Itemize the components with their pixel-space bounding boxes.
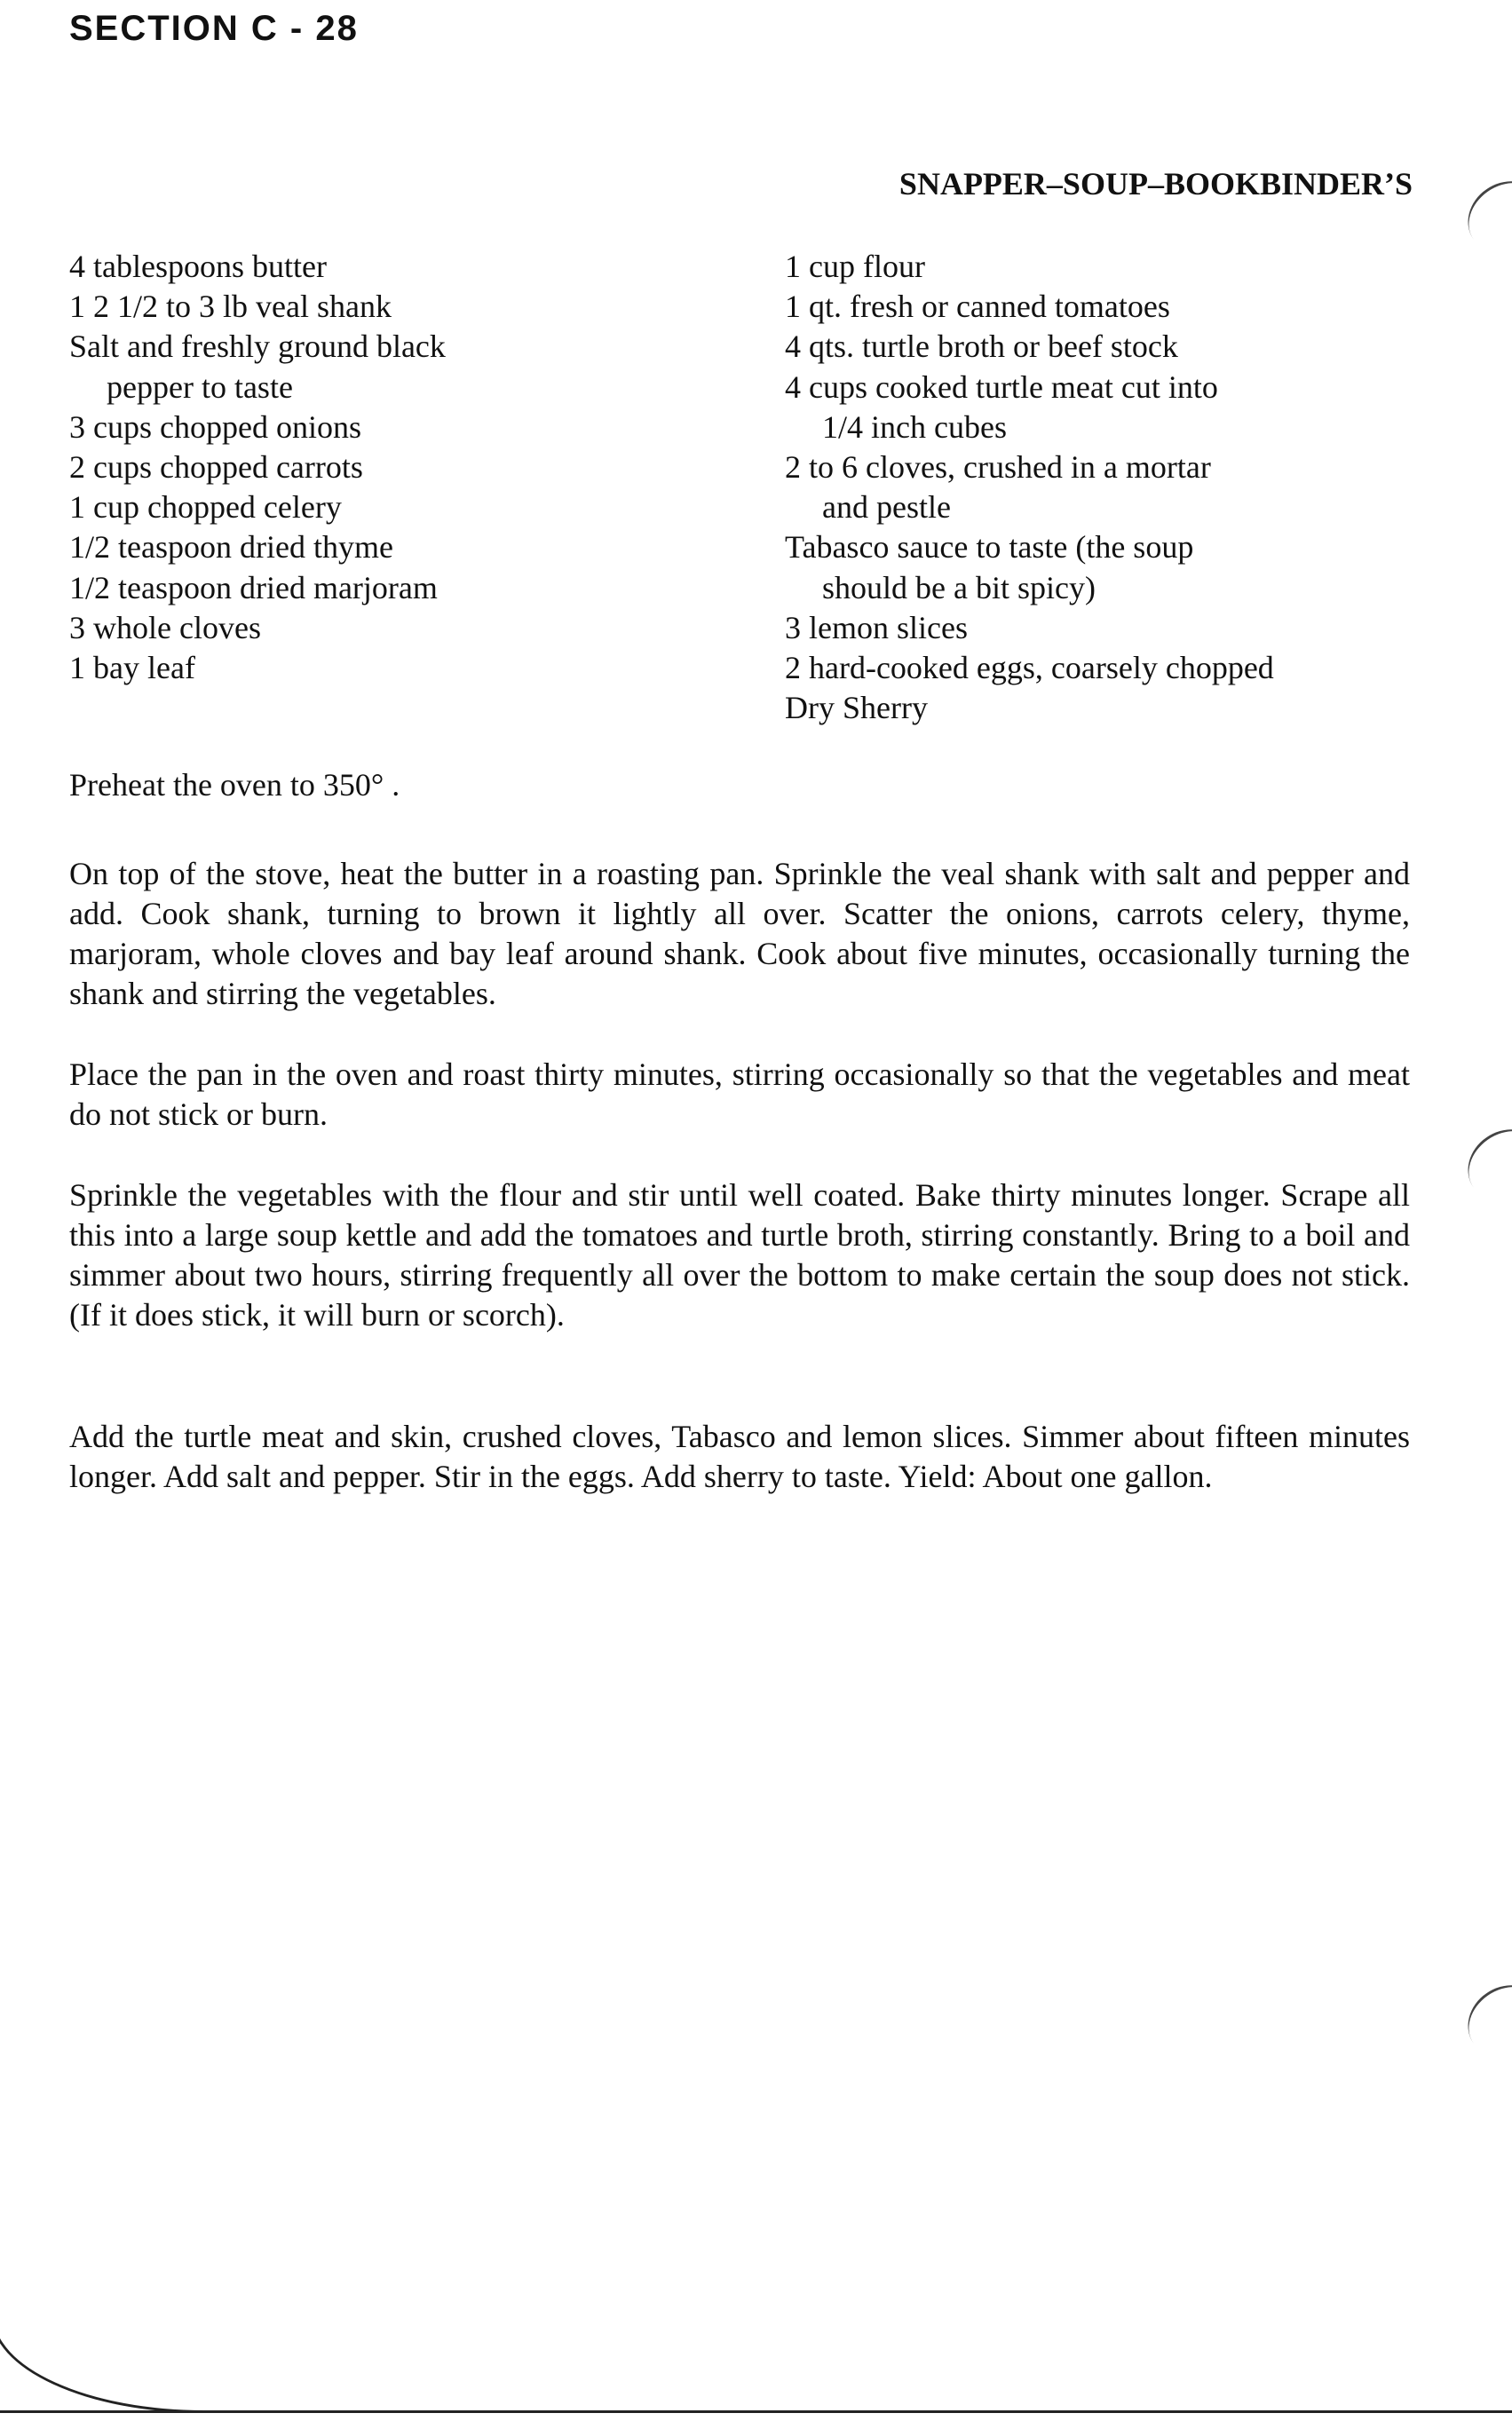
ingredient-item (785, 648, 1424, 688)
ingredient-item (785, 247, 1424, 287)
ingredient-item (69, 568, 744, 608)
ingredient-text: 4 cups cooked turtle meat cut into (785, 368, 1218, 405)
ingredient-item (785, 608, 1424, 648)
ingredient-item (69, 407, 744, 447)
ingredient-item (69, 648, 744, 688)
ingredient-continuation: 1/4 inch cubes (822, 408, 1007, 445)
ingredient-text: 1 cup chopped celery (69, 489, 342, 526)
ingredient-item (69, 447, 744, 487)
ingredients-right-column (785, 247, 1424, 728)
ingredient-text: 1 qt. fresh or canned tomatoes (785, 289, 1170, 325)
ingredient-continuation: should be a bit spicy) (822, 569, 1096, 605)
ingredient-item (69, 608, 744, 648)
ingredient-text: Salt and freshly ground black (69, 328, 446, 365)
ingredient-item (69, 327, 744, 407)
ingredient-text: 1/2 teaspoon dried thyme (69, 529, 393, 566)
ingredient-text: 3 whole cloves (69, 609, 261, 645)
ingredient-item (785, 527, 1424, 607)
ingredient-text: 4 tablespoons butter (69, 249, 327, 284)
ingredient-text: 1 bay leaf (69, 650, 195, 686)
ingredient-item (69, 527, 744, 567)
ingredient-text: 2 hard-cooked eggs, coarsely chopped (785, 650, 1274, 686)
ingredient-item (785, 368, 1424, 447)
ingredient-item (69, 487, 744, 527)
preheat-instruction: Preheat the oven to 350° . (69, 767, 400, 803)
ingredient-text: 4 qts. turtle broth or beef stock (785, 328, 1178, 365)
ingredient-text: Dry Sherry (785, 690, 928, 726)
ingredient-continuation: and pestle (822, 489, 951, 526)
ingredients-left-column (69, 247, 744, 688)
section-header: SECTION C - 28 (69, 9, 359, 48)
step-paragraph: On top of the stove, heat the butter in a roasting pan. Sprinkle the veal shank with salt and pepper and add. Cook shank, turning to brown it lightly all over. Scatter the onions, carrots celery, thyme, marjoram, whole cloves and bay leaf around shank. Cook about five minutes, occasionally turning the shank and stirring the vegetables. (69, 856, 1410, 1011)
ingredient-item (785, 287, 1424, 327)
binder-hole (1454, 167, 1512, 266)
ingredient-item (69, 287, 744, 327)
binder-hole (1454, 1115, 1512, 1214)
recipe-title: SNAPPER–SOUP–BOOKBINDER’S (898, 166, 1413, 202)
page-bottom-edge (0, 2357, 1512, 2413)
binder-hole (1454, 1971, 1512, 2070)
ingredient-text: 1/2 teaspoon dried marjoram (69, 569, 438, 605)
ingredient-text: 3 lemon slices (785, 609, 968, 645)
step-paragraph: Add the turtle meat and skin, crushed cloves, Tabasco and lemon slices. Simmer about fifteen minutes longer. Add salt and pepper. Stir in the eggs. Add sherry to taste. Yield: About one gallon. (69, 1419, 1410, 1494)
ingredient-text: 2 cups chopped carrots (69, 449, 363, 486)
step-paragraph: Sprinkle the vegetables with the flour and stir until well coated. Bake thirty minutes longer. Scrape all this into a large soup kettle and add the tomatoes and turtle broth, stirring constantly. Bring to a boil and simmer about two hours, stirring frequently all over the bottom to make certain the soup does not stick. (If it does stick, it will burn or scorch). (69, 1177, 1410, 1333)
ingredient-continuation: pepper to taste (107, 368, 293, 405)
ingredient-text: 2 to 6 cloves, crushed in a mortar (785, 449, 1211, 486)
step-paragraph: Place the pan in the oven and roast thirty minutes, stirring occasionally so that the vegetables and meat do not stick or burn. (69, 1056, 1410, 1132)
ingredient-item (785, 688, 1424, 728)
ingredient-text: 1 cup flour (785, 249, 925, 284)
ingredient-text: 1 2 1/2 to 3 lb veal shank (69, 289, 392, 325)
ingredient-item (785, 327, 1424, 367)
ingredient-item (785, 447, 1424, 527)
ingredient-item (69, 247, 744, 287)
ingredient-text: 3 cups chopped onions (69, 408, 361, 445)
ingredient-text: Tabasco sauce to taste (the soup (785, 529, 1194, 566)
